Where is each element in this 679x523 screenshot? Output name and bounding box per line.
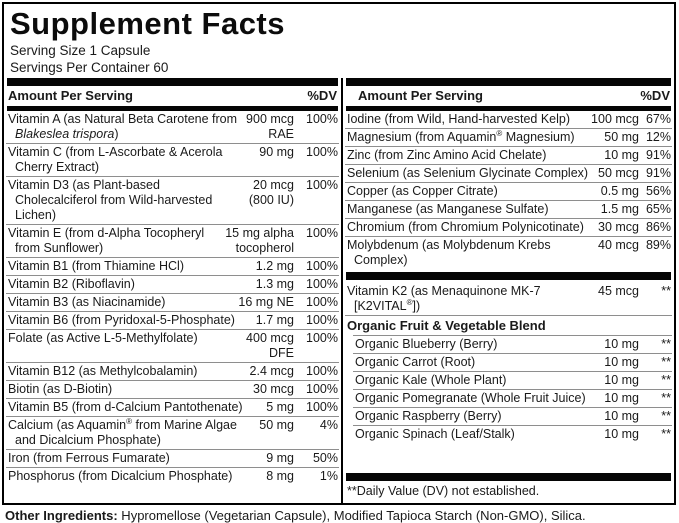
nutrient-dv: 100% — [306, 178, 338, 192]
nutrient-row — [353, 371, 672, 389]
nutrient-row — [6, 380, 339, 398]
nutrient-name: Organic Kale (Whole Plant) — [355, 373, 507, 387]
nutrient-row — [6, 311, 339, 329]
nutrient-row — [353, 335, 672, 353]
panel-header — [4, 4, 674, 78]
nutrient-amount: 50 mg — [259, 418, 294, 432]
nutrient-name: Vitamin D3 (as Plant-based Cholecalciferol from Wild-harvested Lichen) — [8, 178, 213, 222]
nutrient-row — [6, 176, 339, 224]
nutrient-name: Iron (from Ferrous Fumarate) — [8, 451, 170, 465]
nutrient-dv: 91% — [645, 148, 671, 162]
blend-subheader: Organic Fruit & Vegetable Blend — [345, 315, 672, 335]
nutrient-amount: 900 mcg RAE — [246, 112, 294, 141]
nutrient-name: Vitamin B5 (from d-Calcium Pantothenate) — [8, 400, 243, 414]
nutrient-amount: 10 mg — [604, 373, 639, 387]
dv-footnote: **Daily Value (DV) not established. — [347, 484, 540, 498]
nutrient-row — [6, 257, 339, 275]
nutrient-row — [353, 407, 672, 425]
nutrient-amount: 20 mcg (800 IU) — [248, 178, 294, 207]
dv-label: %DV — [307, 88, 337, 103]
nutrient-amount: 10 mg — [604, 355, 639, 369]
nutrient-name: Organic Blueberry (Berry) — [355, 337, 498, 351]
nutrient-name: Vitamin B3 (as Niacinamide) — [8, 295, 166, 309]
left-column-header — [6, 86, 339, 106]
nutrient-dv: 100% — [306, 313, 338, 327]
left-column — [4, 78, 341, 503]
nutrient-row — [6, 398, 339, 416]
nutrient-dv: ** — [661, 427, 671, 441]
other-ingredients-text: Hypromellose (Vegetarian Capsule), Modified Tapioca Starch (Non-GMO), Silica. — [117, 508, 586, 523]
nutrient-row — [6, 329, 339, 362]
nutrient-dv: 100% — [306, 400, 338, 414]
header-top-bar — [346, 78, 671, 86]
nutrient-name: Vitamin E (from d-Alpha Tocopheryl from Sunflower) — [8, 226, 205, 255]
nutrient-amount: 1.5 mg — [600, 202, 639, 216]
nutrient-name: Vitamin B2 (Riboflavin) — [8, 277, 135, 291]
nutrient-name: Organic Spinach (Leaf/Stalk) — [355, 427, 515, 441]
nutrient-row — [353, 425, 672, 443]
nutrient-dv: 91% — [645, 166, 671, 180]
nutrient-row — [6, 143, 339, 176]
amount-per-serving-label: Amount Per Serving — [8, 88, 133, 103]
nutrient-row — [353, 353, 672, 371]
nutrient-name: Vitamin C (from L-Ascorbate & Acerola Cherry Extract) — [8, 145, 223, 174]
nutrient-name: Copper (as Copper Citrate) — [347, 184, 498, 198]
section-divider-bar — [346, 272, 671, 280]
nutrient-row — [6, 293, 339, 311]
nutrient-amount: 30 mcg — [598, 220, 639, 234]
nutrient-name: Vitamin A (as Natural Beta Carotene from Blakeslea trispora) — [8, 112, 238, 141]
nutrient-dv: 100% — [306, 382, 338, 396]
nutrient-row — [6, 111, 339, 143]
nutrient-amount: 400 mcg DFE — [246, 331, 294, 360]
nutrient-dv: 67% — [645, 112, 671, 126]
nutrient-amount: 8 mg — [266, 469, 294, 483]
right-column — [343, 78, 674, 503]
nutrient-amount: 1.2 mg — [255, 259, 294, 273]
nutrient-row — [345, 128, 672, 146]
nutrient-dv: 65% — [645, 202, 671, 216]
nutrient-amount: 1.3 mg — [255, 277, 294, 291]
nutrient-row — [345, 146, 672, 164]
nutrient-row — [345, 283, 672, 315]
nutrient-row — [345, 164, 672, 182]
nutrient-dv: 12% — [645, 130, 671, 144]
nutrient-amount: 45 mcg — [598, 284, 639, 298]
nutrient-dv: 50% — [312, 451, 338, 465]
nutrient-name: Biotin (as D-Biotin) — [8, 382, 113, 396]
nutrient-name: Molybdenum (as Molybdenum Krebs Complex) — [347, 238, 551, 267]
left-rows — [6, 111, 339, 485]
nutrient-amount: 2.4 mcg — [249, 364, 294, 378]
nutrient-amount: 15 mg alpha tocopherol — [225, 226, 294, 255]
nutrient-dv: 4% — [319, 418, 338, 432]
nutrient-amount: 50 mg — [604, 130, 639, 144]
supplement-facts-panel — [2, 2, 676, 505]
nutrient-name: Folate (as Active L-5-Methylfolate) — [8, 331, 198, 345]
nutrient-row — [345, 111, 672, 128]
nutrient-amount: 10 mg — [604, 337, 639, 351]
nutrient-dv: 100% — [306, 331, 338, 345]
other-ingredients — [5, 508, 675, 523]
nutrient-name: Organic Carrot (Root) — [355, 355, 476, 369]
nutrient-row — [6, 224, 339, 257]
right-rows — [345, 111, 672, 443]
footnote-section — [345, 471, 672, 503]
nutrient-dv: 56% — [645, 184, 671, 198]
nutrient-row — [345, 200, 672, 218]
nutrient-row — [345, 236, 672, 269]
nutrient-name: Calcium (as Aquamin® from Marine Algae and Dicalcium Phosphate) — [8, 416, 237, 447]
nutrient-amount: 30 mcg — [253, 382, 294, 396]
nutrient-row — [6, 275, 339, 293]
nutrient-name: Vitamin B12 (as Methylcobalamin) — [8, 364, 198, 378]
nutrient-dv: 100% — [306, 259, 338, 273]
nutrient-amount: 10 mg — [604, 427, 639, 441]
nutrient-amount: 50 mcg — [598, 166, 639, 180]
nutrient-dv: 100% — [306, 295, 338, 309]
nutrient-row — [6, 449, 339, 467]
nutrient-amount: 40 mcg — [598, 238, 639, 252]
nutrient-dv: 100% — [306, 145, 338, 159]
nutrient-name: Iodine (from Wild, Hand-harvested Kelp) — [347, 112, 571, 126]
nutrient-row — [6, 362, 339, 380]
nutrient-name: Organic Raspberry (Berry) — [355, 409, 502, 423]
servings-per-container: Servings Per Container 60 — [10, 60, 169, 75]
nutrient-row — [345, 182, 672, 200]
nutrient-amount: 90 mg — [259, 145, 294, 159]
nutrient-amount: 5 mg — [266, 400, 294, 414]
nutrient-amount: 100 mcg — [591, 112, 639, 126]
nutrient-name: Vitamin K2 (as Menaquinone MK-7 [K2VITAL®]) — [347, 284, 541, 313]
nutrient-dv: 89% — [645, 238, 671, 252]
amount-per-serving-label: Amount Per Serving — [358, 88, 483, 103]
nutrient-name: Selenium (as Selenium Glycinate Complex) — [347, 166, 589, 180]
nutrient-name: Magnesium (from Aquamin® Magnesium) — [347, 128, 575, 144]
nutrient-row — [6, 416, 339, 449]
nutrient-amount: 0.5 mg — [600, 184, 639, 198]
nutrient-amount: 1.7 mg — [255, 313, 294, 327]
nutrient-row — [345, 218, 672, 236]
nutrient-name: Organic Pomegranate (Whole Fruit Juice) — [355, 391, 586, 405]
nutrient-row — [353, 389, 672, 407]
nutrient-dv: ** — [661, 337, 671, 351]
panel-title: Supplement Facts — [10, 6, 285, 41]
nutrient-amount: 10 mg — [604, 409, 639, 423]
nutrient-dv: 100% — [306, 112, 338, 126]
nutrient-name: Zinc (from Zinc Amino Acid Chelate) — [347, 148, 547, 162]
nutrient-dv: 100% — [306, 364, 338, 378]
nutrient-dv: 1% — [319, 469, 338, 483]
nutrient-amount: 9 mg — [266, 451, 294, 465]
nutrient-dv: 86% — [645, 220, 671, 234]
nutrient-name: Vitamin B6 (from Pyridoxal-5-Phosphate) — [8, 313, 235, 327]
other-ingredients-label: Other Ingredients: — [5, 508, 118, 523]
footnote-top-bar — [346, 473, 671, 481]
nutrient-dv: ** — [661, 284, 671, 298]
facts-columns — [4, 78, 674, 503]
nutrient-amount: 10 mg — [604, 391, 639, 405]
nutrient-name: Chromium (from Chromium Polynicotinate) — [347, 220, 584, 234]
nutrient-dv: 100% — [306, 277, 338, 291]
nutrient-amount: 16 mg NE — [238, 295, 294, 309]
nutrient-dv: ** — [661, 391, 671, 405]
right-column-header — [345, 86, 672, 106]
nutrient-dv: 100% — [306, 226, 338, 240]
nutrient-dv: ** — [661, 355, 671, 369]
nutrient-dv: ** — [661, 373, 671, 387]
dv-label: %DV — [640, 88, 670, 103]
nutrient-amount: 10 mg — [604, 148, 639, 162]
nutrient-name: Vitamin B1 (from Thiamine HCl) — [8, 259, 184, 273]
nutrient-name: Manganese (as Manganese Sulfate) — [347, 202, 549, 216]
nutrient-row — [6, 467, 339, 485]
nutrient-name: Phosphorus (from Dicalcium Phosphate) — [8, 469, 233, 483]
serving-size: Serving Size 1 Capsule — [10, 43, 151, 58]
header-top-bar — [7, 78, 338, 86]
nutrient-dv: ** — [661, 409, 671, 423]
